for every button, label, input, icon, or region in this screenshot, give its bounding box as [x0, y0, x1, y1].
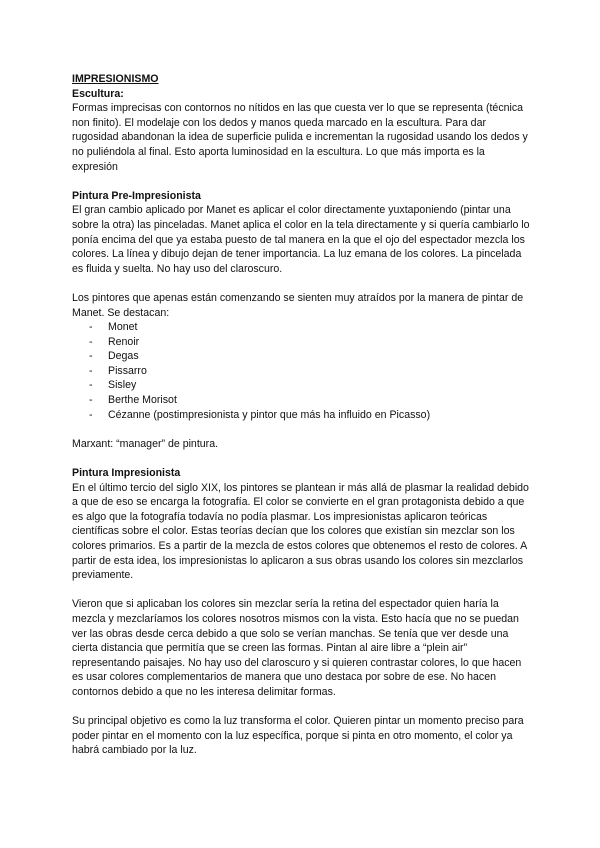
spacer	[72, 451, 532, 466]
painters-intro: Los pintores que apenas están comenzando se sienten muy atraídos por la manera de pintar de Manet. Se destacan:	[72, 291, 524, 319]
impresionista-heading: Pintura Impresionista	[72, 467, 181, 480]
painter-name: Berthe Morisot	[108, 394, 177, 407]
impresionista-paragraph-1: En el último tercio del siglo XIX, los pintores se plantean ir más allá de plasmar la realidad debido a que de eso se encarga la fotografía. El color se convierte en el gran protagonista debido a que es algo que la fotografía todavía no podía plasmar. Los impresionistas aplicaron teóricas científicas sobre el color. Estas teorías decían que los colores que existían sin mezclar son los colores primarios. Es a partir de la mezcla de estos colores que obtenemos el resto de colores. A partir de esta idea, los impresionistas lo aplicaron a sus obras usando los colores sin mezclarlos previamente.	[72, 481, 529, 582]
pre-impresionista-heading: Pintura Pre-Impresionista	[72, 189, 201, 202]
list-bullet: -	[89, 408, 93, 421]
spacer	[72, 422, 532, 437]
spacer	[72, 174, 532, 189]
list-bullet: -	[89, 350, 93, 363]
list-bullet: -	[89, 394, 93, 407]
escultura-heading: Escultura:	[72, 87, 124, 100]
pre-impresionista-paragraph: El gran cambio aplicado por Manet es aplicar el color directamente yuxtaponiendo (pintar una sobre la otra) las pinceladas. Manet aplica el color en la tela directamente y si quería cambiarlo lo ponía encima del que ya estaba puesto de tal manera en la que el ojo del espectador mezcla los colores. La línea y dibujo dejan de tener importancia. La luz emana de los colores. La pincelada es fluida y suelta. No hay uso del claroscuro.	[72, 204, 530, 275]
list-bullet: -	[89, 321, 93, 334]
list-item	[72, 349, 532, 364]
list-item	[72, 364, 532, 379]
painter-name: Renoir	[108, 335, 140, 348]
spacer	[72, 700, 532, 715]
list-item	[72, 335, 532, 350]
list-item	[72, 393, 532, 408]
painter-name: Pissarro	[108, 364, 147, 377]
list-item	[72, 378, 532, 393]
list-item	[72, 408, 532, 423]
list-item	[72, 320, 532, 335]
escultura-paragraph: Formas imprecisas con contornos no nítidos en las que cuesta ver lo que se representa (técnica non finito). El modelaje con los dedos y manos queda marcado en la escultura. Para dar rugosidad abandonan la idea de superficie pulida e incrementan la rugosidad usando los dedos y no puliéndola al final. Esto aporta luminosidad en la escultura. Lo que más importa es la expresión	[72, 102, 528, 173]
spacer	[72, 276, 532, 291]
impresionista-paragraph-3: Su principal objetivo es como la luz transforma el color. Quieren pintar un momento preciso para poder pintar en el momento con la luz específica, porque si pinta en otro momento, el color ya habrá cambiado por la luz.	[72, 715, 524, 757]
painter-name: Sisley	[108, 379, 137, 392]
document-page	[72, 72, 532, 758]
impresionista-paragraph-2: Vieron que si aplicaban los colores sin mezclar sería la retina del espectador quien haría la mezcla y mezclaríamos los colores nosotros mismos con la vista. Esto hacía que no se puedan ver las obras desde cerca debido a que solo se verían manchas. Se tenía que ver desde una cierta distancia que permitía que se creen las formas. Pintan al aire libre a “plein air” representando paisajes. No hay uso del claroscuro y si quieren contrastar colores, lo que hacen es usar colores complementarios de manera que uno destaca por sobre de ese. No hacen contornos debido a que no les interesa delimitar formas.	[72, 598, 522, 698]
document-title: IMPRESIONISMO	[72, 73, 159, 85]
painter-name: Degas	[108, 350, 139, 363]
painters-list	[72, 320, 532, 422]
list-bullet: -	[89, 379, 93, 392]
list-bullet: -	[89, 364, 93, 377]
painter-name: Cézanne (postimpresionista y pintor que más ha influido en Picasso)	[108, 408, 431, 421]
spacer	[72, 583, 532, 598]
painter-name: Monet	[108, 321, 138, 334]
list-bullet: -	[89, 335, 93, 348]
marxant-note: Marxant: “manager” de pintura.	[72, 437, 219, 450]
